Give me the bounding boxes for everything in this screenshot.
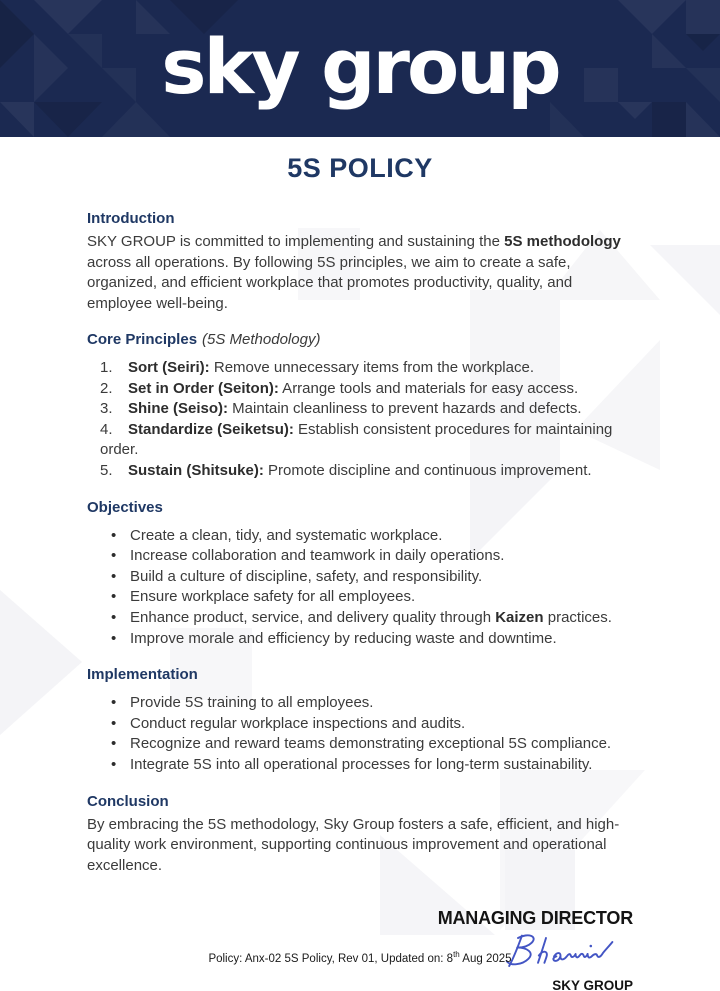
bullet-text: Recognize and reward teams demonstrating exceptional 5S compliance. — [130, 735, 612, 753]
intro-text-pre: SKY GROUP is committed to implementing and sustaining the — [87, 233, 505, 250]
bullet-text: Conduct regular workplace inspections and audits. — [130, 714, 466, 732]
bullet-bold: Kaizen — [495, 608, 544, 626]
core-principles-list — [87, 358, 633, 482]
item-number: 1. — [100, 359, 113, 376]
bullet-item — [87, 587, 633, 608]
implementation-list — [87, 693, 633, 775]
bullet-text: Create a clean, tidy, and systematic workplace. — [130, 526, 443, 544]
bullet-item — [87, 608, 633, 629]
bullet-text: Improve morale and efficiency by reducing waste and downtime. — [130, 629, 557, 647]
item-description: Maintain cleanliness to prevent hazards and defects. — [228, 400, 582, 418]
footer-text-suffix: Aug 2025 — [459, 952, 512, 965]
numbered-item — [100, 420, 633, 461]
bullet-item — [87, 629, 633, 650]
signatory-role: MANAGING DIRECTOR — [437, 908, 633, 928]
footer-text: Policy: Anx-02 5S Policy, Rev 01, Updated on: 8 — [208, 952, 454, 965]
banner — [0, 0, 720, 137]
bullet-text: Build a culture of discipline, safety, and responsibility. — [130, 567, 483, 585]
item-term: Shine (Seiso): — [128, 400, 229, 418]
item-number: 3. — [100, 400, 113, 418]
introduction-paragraph — [87, 232, 633, 314]
conclusion-text: By embracing the 5S methodology, Sky Group fosters a safe, efficient, and high-quality work environment, supporting continuous improvement and operational excellence. — [87, 815, 620, 874]
intro-text-bold: 5S methodology — [504, 233, 621, 250]
item-term: Sustain (Shitsuke): — [128, 461, 264, 479]
item-number: 2. — [100, 379, 113, 397]
bullet-item — [87, 526, 633, 547]
item-description: Establish consistent procedures for maintaining order. — [100, 420, 613, 459]
item-term: Standardize (Seiketsu): — [128, 420, 294, 438]
item-number: 4. — [100, 420, 113, 438]
numbered-item — [100, 358, 633, 379]
section-heading-objectives: Objectives — [87, 498, 163, 516]
signatory-company: SKY GROUP — [552, 978, 633, 991]
section-heading-implementation: Implementation — [87, 666, 198, 684]
sky-group-logo: sky group — [161, 22, 559, 111]
numbered-item — [100, 399, 633, 420]
item-description: Remove unnecessary items from the workplace. — [209, 359, 534, 376]
intro-text-post: across all operations. By following 5S principles, we aim to create a safe, organized, and efficient workplace that promotes productivity, quality, and employee well-being. — [87, 253, 573, 312]
bullet-text: Integrate 5S into all operational processes for long-term sustainability. — [130, 755, 593, 773]
item-description: Arrange tools and materials for easy access. — [278, 379, 579, 397]
numbered-item — [100, 379, 633, 400]
document-body — [0, 152, 720, 991]
bullet-text: Enhance product, service, and delivery quality through — [130, 608, 496, 626]
bullet-item — [87, 546, 633, 567]
item-number: 5. — [100, 461, 113, 479]
bullet-item — [87, 734, 633, 755]
bullet-item — [87, 567, 633, 588]
core-principles-label: Core Principles — [87, 331, 198, 348]
signature-block — [87, 907, 633, 991]
item-description: Promote discipline and continuous improvement. — [263, 461, 592, 479]
footer-superscript: th — [453, 950, 460, 959]
section-heading-introduction: Introduction — [87, 210, 175, 227]
footer-revision-line — [0, 950, 720, 965]
bullet-item — [87, 693, 633, 714]
core-principles-subtitle: (5S Methodology) — [202, 331, 321, 348]
bullet-post: practices. — [543, 608, 612, 626]
bullet-text: Increase collaboration and teamwork in daily operations. — [130, 547, 505, 565]
conclusion-paragraph — [87, 815, 633, 877]
item-term: Sort (Seiri): — [128, 359, 210, 376]
page-title: 5S POLICY — [287, 153, 433, 183]
item-term: Set in Order (Seiton): — [128, 379, 279, 397]
objectives-list — [87, 526, 633, 650]
numbered-item — [100, 461, 633, 482]
bullet-text: Ensure workplace safety for all employees. — [130, 588, 416, 606]
bullet-item — [87, 755, 633, 776]
bullet-item — [87, 714, 633, 735]
bullet-text: Provide 5S training to all employees. — [130, 694, 374, 712]
section-heading-conclusion: Conclusion — [87, 792, 169, 810]
section-heading-core-principles — [87, 330, 633, 349]
